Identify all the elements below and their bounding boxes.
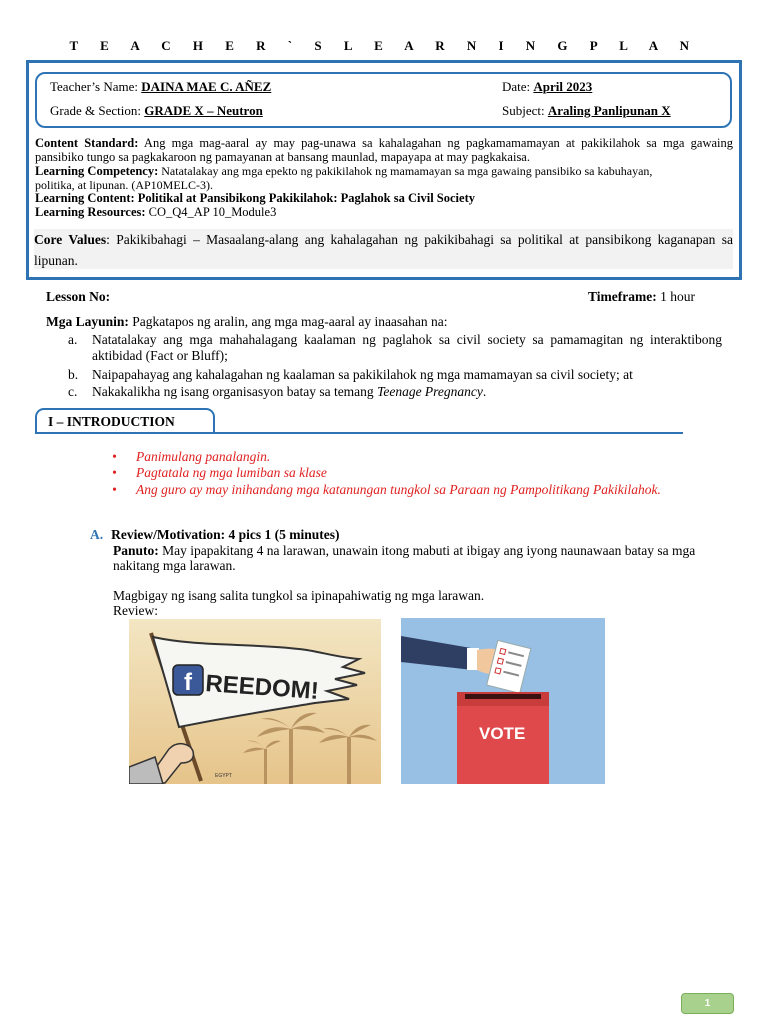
intro-bullet	[112, 465, 722, 481]
objective-marker: b.	[68, 367, 79, 382]
objective-item	[68, 384, 722, 400]
lesson-no-label: Lesson No:	[46, 289, 111, 304]
subject-row	[502, 103, 671, 119]
objective-text-end: .	[482, 384, 487, 399]
vote-box-illustration	[401, 618, 605, 784]
resources-label: Learning Resources:	[35, 205, 146, 219]
freedom-flag-illustration	[129, 619, 381, 784]
subject-label: Subject:	[502, 103, 548, 118]
competency-text: Natatalakay ang mga epekto ng pakikilahok ng mamamayan sa mga gawaing pansibiko sa kabuhayan, politika, at lipunan. (AP10MELC-3).	[35, 164, 653, 192]
objectives-intro-text: Pagkatapos ng aralin, ang mga mag-aaral ay inaasahan na:	[128, 314, 448, 329]
date-value: April 2023	[533, 79, 593, 94]
teacher-name-row	[50, 79, 271, 95]
objective-item	[68, 332, 722, 364]
page-number-badge: 1	[681, 993, 734, 1014]
country-label: EGYPT	[215, 773, 232, 779]
intro-bullet-text: Panimulang panalangin.	[136, 449, 271, 464]
introduction-rule	[35, 432, 683, 434]
objectives-label: Mga Layunin:	[46, 314, 129, 329]
freedom-text: REEDOM!	[204, 670, 320, 705]
timeframe-value: 1 hour	[656, 289, 695, 304]
objective-text: Natatalakay ang mga mahahalagang kaalaman ng paglahok sa civil society sa pamamagitan ng interaktibong aktibidad (Fact or Bluff);	[92, 332, 722, 363]
grade-label: Grade & Section:	[50, 103, 145, 118]
intro-bullet-text: Ang guro ay may inihandang mga katanungan tungkol sa Paraan ng Pampolitikang Pakikilahok.	[136, 482, 661, 497]
intro-bullet	[112, 482, 722, 498]
learning-competency	[35, 164, 685, 192]
learning-content	[35, 191, 733, 205]
date-row	[502, 79, 592, 95]
objective-text	[92, 384, 722, 400]
objective-marker: a.	[68, 332, 78, 347]
timeframe	[588, 289, 695, 305]
content-standard-text: Ang mga mag-aaral ay may pag-unawa sa kahalagahan ng pagkamamamayan at pakikilahok sa mga gawaing pansibiko tungo sa pagkakaroon ng pamayanan at bansang maunlad, mapayapa at may pagkakaisa.	[35, 136, 733, 164]
resources-text: CO_Q4_AP 10_Module3	[145, 205, 277, 219]
date-label: Date:	[502, 79, 534, 94]
objective-marker: c.	[68, 384, 78, 399]
intro-bullet	[112, 449, 722, 465]
objective-text-part: Nakakalikha ng isang organisasyon batay sa temang	[92, 384, 378, 399]
lesson-no	[46, 289, 110, 305]
timeframe-label: Timeframe:	[588, 289, 657, 304]
document-title: T E A C H E R ` S L E A R N I N G P L A N	[69, 38, 699, 53]
content-standard-label: Content Standard:	[35, 136, 139, 150]
objective-text: Naipapahayag ang kahalagahan ng kaalaman sa pakikilahok ng mga mamamayan sa civil society; at	[92, 367, 633, 382]
section-a-letter: A.	[90, 527, 104, 542]
grade-row	[50, 103, 263, 119]
teacher-label: Teacher’s Name:	[50, 79, 142, 94]
bullet-icon: •	[112, 449, 117, 464]
bullet-icon: •	[112, 465, 117, 480]
panuto-label: Panuto:	[113, 543, 159, 558]
objective-theme: Teenage Pregnancy	[377, 384, 483, 399]
panuto-text: May ipapakitang 4 na larawan, unawain itong mabuti at ibigay ang iyong naunawaan batay sa mga nakitang mga larawan.	[113, 543, 696, 573]
core-values-text: : Pakikibahagi – Masaalang-alang ang kahalagahan ng pakikibahagi sa politikal at pansibikong kaganapan sa lipunan.	[34, 232, 733, 268]
review-label: Review:	[113, 603, 158, 618]
core-values-label: Core Values	[34, 232, 107, 247]
core-values	[34, 229, 733, 269]
grade-value: GRADE X – Neutron	[144, 103, 263, 118]
teacher-value: DAINA MAE C. AÑEZ	[141, 79, 272, 94]
learning-resources	[35, 205, 733, 219]
competency-label: Learning Competency:	[35, 164, 159, 178]
introduction-heading: I – INTRODUCTION	[48, 414, 175, 429]
instruction: Magbigay ng isang salita tungkol sa ipinapahiwatig ng mga larawan.	[113, 588, 485, 603]
vote-box-image	[401, 618, 605, 784]
vote-text: VOTE	[479, 724, 526, 743]
learning-content-label: Learning Content: Politikal at Pansibikong Pakikilahok: Paglahok sa Civil Society	[35, 191, 475, 205]
facebook-letter: f	[184, 669, 192, 696]
bullet-icon: •	[112, 482, 117, 497]
intro-bullet-text: Pagtatala ng mga lumiban sa klase	[136, 465, 327, 480]
panuto	[113, 543, 723, 573]
content-standard	[35, 136, 733, 164]
objectives-intro	[46, 314, 722, 330]
objective-item	[68, 367, 722, 383]
freedom-flag-image	[129, 619, 381, 784]
section-a-heading	[90, 527, 339, 543]
section-a-title: Review/Motivation: 4 pics 1 (5 minutes)	[111, 527, 340, 542]
subject-value: Araling Panlipunan X	[547, 103, 671, 118]
